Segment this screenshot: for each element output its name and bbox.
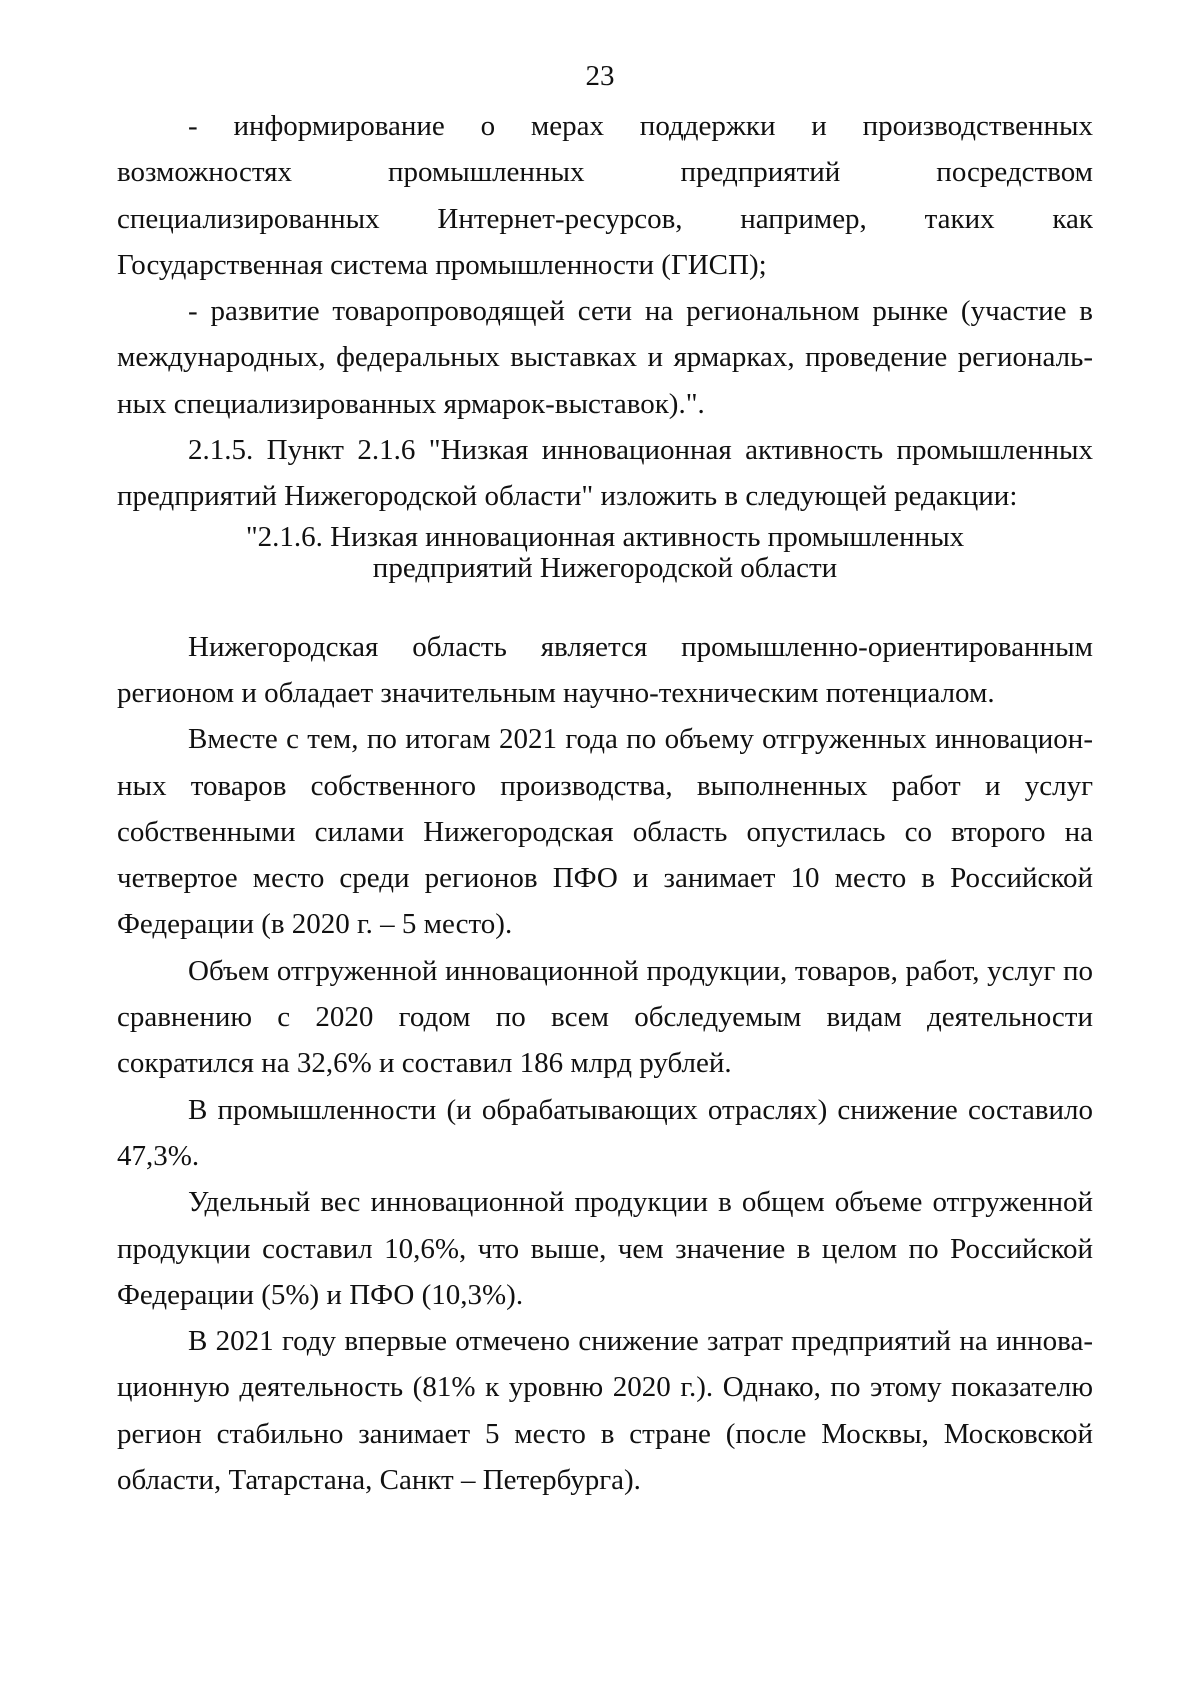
paragraph-costs: В 2021 году впервые отмечено снижение затрат предприятий на инновационную деятельность (81% к уровню 2020 г.). Однако, по этому показателю регион стабильно занимает 5 место в стране (после Москвы, Московской области, Татарстана, Санкт – Петербурга). [117, 1325, 1093, 1497]
paragraph-ranking: Вместе с тем, по итогам 2021 года по объему отгруженных инновационных товаров собственного производства, выполненных работ и услуг собственными силами Нижегородская область опустилась со второго на четвертое место среди регионов ПФО и занимает 10 место в Российской Федерации (в 2020 г. – 5 место). [117, 723, 1093, 941]
section-heading-line-1: "2.1.6. Низкая инновационная активность промышленных [245, 520, 965, 553]
paragraph-distribution-network: - развитие товаропроводящей сети на региональном рынке (участие в международных, федеральных выставках и ярмарках, проведение региональных специализированных ярмарок-выставок).". [117, 295, 1093, 420]
document-body [117, 103, 1093, 1503]
paragraph-industry-decline: В промышленности (и обрабатывающих отраслях) снижение составило 47,3%. [117, 1093, 1093, 1172]
paragraph-share: Удельный вес инновационной продукции в общем объеме отгруженной продукции составил 10,6%, что выше, чем значение в целом по Российской Федерации (5%) и ПФО (10,3%). [117, 1186, 1093, 1311]
section-heading-line-2: предприятий Нижегородской области [372, 551, 838, 584]
paragraph-region-profile: Нижегородская область является промышленно-ориентированным регионом и обладает значительным научно-техническим потенциалом. [117, 630, 1093, 709]
paragraph-clause-2-1-5: 2.1.5. Пункт 2.1.6 "Низкая инновационная активность промышленных предприятий Нижегородской области" изложить в следующей редакции: [117, 434, 1093, 513]
paragraph-shipment-volume: Объем отгруженной инновационной продукции, товаров, работ, услуг по сравнению с 2020 годом по всем обследуемым видам деятельности сократился на 32,6% и составил 186 млрд рублей. [117, 954, 1093, 1080]
page-number: 23 [585, 60, 615, 92]
paragraph-gisp: - информирование о мерах поддержки и производственных возможностях промышленных предприятий посредством специализированных Интернет-ресурсов, например, таких как Государственная система промышленности (ГИСП); [117, 110, 1093, 281]
section-heading [117, 522, 1093, 584]
